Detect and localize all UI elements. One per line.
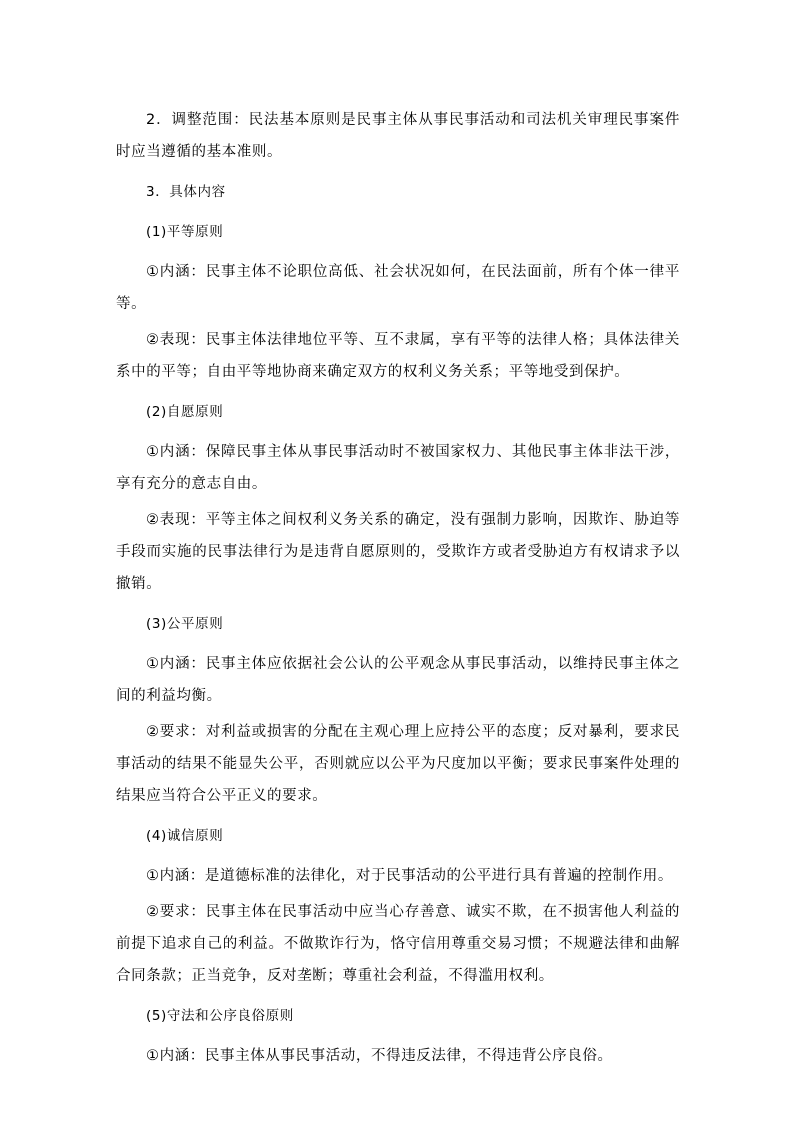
heading-voluntariness-principle: (2)自愿原则 xyxy=(146,404,224,420)
paragraph-voluntariness-manifestation: ②表现：平等主体之间权利义务关系的确定，没有强制力影响，因欺诈、胁迫等手段而实施的民事法律行为是违背自愿原则的，受欺诈方或者受胁迫方有权请求予以撤销。 xyxy=(116,512,680,592)
paragraph-fairness-requirement: ②要求：对利益或损害的分配在主观心理上应持公平的态度；反对暴利，要求民事活动的结果不能显失公平，否则就应以公平为尺度加以平衡；要求民事案件处理的结果应当符合公平正义的要求。 xyxy=(116,724,680,804)
heading-good-faith-principle: (4)诚信原则 xyxy=(146,828,224,844)
paragraph-equality-connotation: ①内涵：民事主体不论职位高低、社会状况如何，在民法面前，所有个体一律平等。 xyxy=(116,264,680,312)
heading-specific-content: 3．具体内容 xyxy=(146,184,226,200)
paragraph-law-public-order-connotation: ①内涵：民事主体从事民事活动，不得违反法律，不得违背公序良俗。 xyxy=(146,1048,613,1064)
heading-fairness-principle: (3)公平原则 xyxy=(146,616,224,632)
paragraph-good-faith-connotation: ①内涵：是道德标准的法律化，对于民事活动的公平进行具有普遍的控制作用。 xyxy=(146,868,673,884)
heading-law-public-order-principle: (5)守法和公序良俗原则 xyxy=(146,1008,294,1024)
heading-equality-principle: (1)平等原则 xyxy=(146,224,224,240)
paragraph-equality-manifestation: ②表现：民事主体法律地位平等、互不隶属，享有平等的法律人格；具体法律关系中的平等；自由平等地协商来确定双方的权利义务关系；平等地受到保护。 xyxy=(116,332,680,380)
document-body xyxy=(116,104,680,1080)
paragraph-fairness-connotation: ①内涵：民事主体应依据社会公认的公平观念从事民事活动，以维持民事主体之间的利益均衡。 xyxy=(116,656,680,704)
paragraph-good-faith-requirement: ②要求：民事主体在民事活动中应当心存善意、诚实不欺，在不损害他人利益的前提下追求自己的利益。不做欺诈行为，恪守信用尊重交易习惯；不规避法律和曲解合同条款；正当竞争，反对垄断；尊重社会利益，不得滥用权利。 xyxy=(116,904,680,984)
paragraph-adjustment-scope: 2．调整范围：民法基本原则是民事主体从事民事活动和司法机关审理民事案件时应当遵循的基本准则。 xyxy=(116,112,680,160)
paragraph-voluntariness-connotation: ①内涵：保障民事主体从事民事活动时不被国家权力、其他民事主体非法干涉，享有充分的意志自由。 xyxy=(116,444,680,492)
